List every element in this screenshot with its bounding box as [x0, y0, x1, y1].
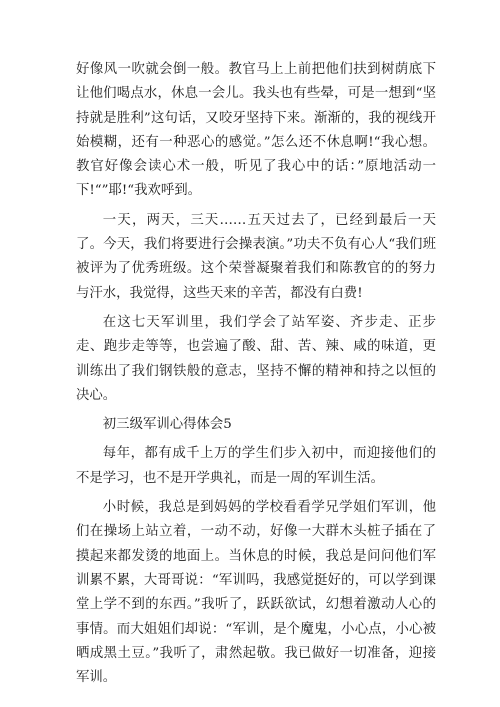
paragraph-continued: 好像风一吹就会倒一般。教官马上上前把他们扶到树荫底下让他们喝点水，休息一会儿。我头也有些晕，可是一想到“坚持就是胜利”这句话，又咬牙坚持下来。渐渐的，我的视线开始模糊，还有一种恶心的感觉。”怎么还不休息啊!“我心想。教官好像会读心术一般，听见了我心中的话：”原地活动一下!“”耶!“我欢呼到。	[76, 62, 436, 199]
paragraph: 在这七天军训里，我们学会了站军姿、齐步走、正步走、跑步走等等，也尝遍了酸、甜、苦、辣、咸的味道，更训练出了我们钢铁般的意志，坚持不懈的精神和持之以恒的决心。	[76, 314, 436, 403]
paragraph: 小时候，我总是到妈妈的学校看看学兄学姐们军训，他们在操场上站立着，一动不动，好像一大群木头桩子插在了摸起来都发烫的地面上。当休息的时候，我总是问问他们军训累不累，大哥哥说：“军训吗，我感觉挺好的，可以学到课堂上学不到的东西。”我听了，跃跃欲试，幻想着激动人心的事情。而大姐姐们却说：“军训，是个魔鬼，小心点，小心被晒成黑土豆。”我听了，肃然起敬。我已做好一切准备，迎接军训。	[76, 500, 436, 686]
paragraph: 每年，都有成千上万的学生们步入初中，而迎接他们的不是学习，也不是开学典礼，而是一周的军训生活。	[76, 446, 436, 486]
section-title: 初三级军训心得体会5	[102, 417, 232, 433]
document-body	[76, 58, 436, 690]
paragraph: 一天，两天，三天……五天过去了，已经到最后一天了。今天，我们将要进行会操表演。”功夫不负有心人“我们班被评为了优秀班级。这个荣誉凝聚着我们和陈教官的的努力与汗水，我觉得，这些天来的辛苦，都没有白费!	[76, 212, 436, 301]
